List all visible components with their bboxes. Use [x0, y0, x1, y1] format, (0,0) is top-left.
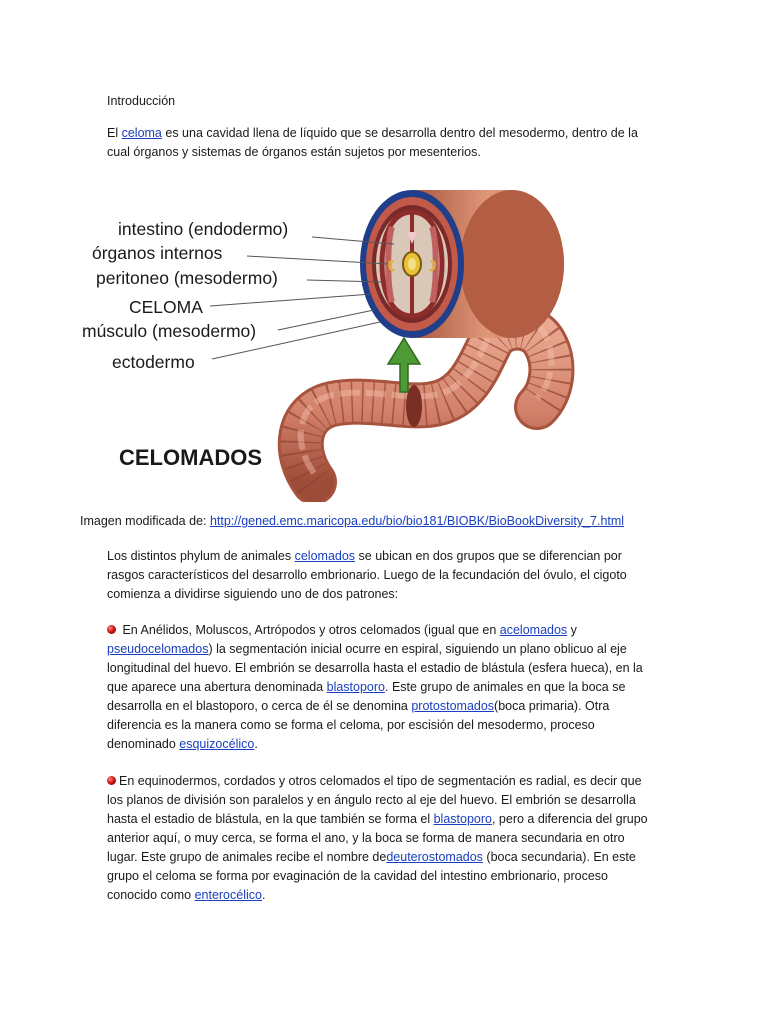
bullet1-text-6: .	[254, 737, 258, 751]
intro-text-1: El	[107, 126, 122, 140]
acelomados-link[interactable]: acelomados	[499, 623, 568, 637]
figure-title: CELOMADOS	[119, 445, 262, 470]
bullet2-text-4: .	[261, 888, 266, 902]
bullet2-text-2: , pero a diferencia del grupo anterior aquí, o muy cerca, se forma el ano, y la boca se forma de manera secundaria en otro lugar. Este grupo de animales recibe el nombre de	[107, 812, 648, 864]
para2-text-2: se ubican en dos grupos que se diferencian por rasgos característicos del desarrollo embrionario. Luego de la fecundación del óvulo, el cigoto comienza a dividirse siguiendo uno de dos patrones:	[107, 549, 627, 601]
blastoporo-link-2[interactable]: blastoporo	[433, 812, 492, 826]
cross-section-illustration	[360, 190, 564, 338]
source-label: Imagen modificada de:	[80, 514, 210, 528]
label-celoma: CELOMA	[129, 297, 203, 317]
para2-text-1: Los distintos phylum de animales	[107, 549, 295, 563]
bullet1-text-5: (boca primaria). Otra diferencia es la manera como se forma el celoma, por escisión del mesodermo, proceso denominado	[107, 699, 610, 751]
esquizocelico-link[interactable]: esquizocélico	[179, 737, 255, 751]
bullet1-text-3: ) la segmentación inicial ocurre en espiral, siguiendo un plano oblicuo al eje longitudinal del huevo. El embrión se desarrolla hasta el estadio de blástula (esfera hueca), en la que aparece una abertura denominada	[107, 642, 643, 694]
red-bullet-icon	[107, 625, 116, 634]
bullet1-text-1: En Anélidos, Moluscos, Artrópodos y otros celomados (igual que en	[119, 623, 500, 637]
pseudocelomados-link[interactable]: pseudocelomados	[107, 642, 209, 656]
blastoporo-link[interactable]: blastoporo	[326, 680, 385, 694]
intro-text-2: es una cavidad llena de líquido que se desarrolla dentro del mesodermo, dentro de la cual órganos y sistemas de órganos están sujetos por mesenterios.	[107, 126, 638, 159]
bullet1-text-4: . Este grupo de animales en que la boca se desarrolla en el blastoporo, o cerca de él se denomina	[107, 680, 626, 713]
label-musculo: músculo (mesodermo)	[82, 321, 257, 341]
deuterostomados-link[interactable]: deuterostomados	[386, 850, 483, 864]
source-link[interactable]: http://gened.emc.maricopa.edu/bio/bio181/BIOBK/BioBookDiversity_7.html	[209, 514, 625, 528]
label-organos-internos: órganos internos	[92, 243, 223, 263]
protostomados-link[interactable]: protostomados	[411, 699, 495, 713]
bullet-paragraph-protostomados	[107, 621, 652, 754]
page-heading: Introducción	[107, 94, 176, 108]
enterocelico-link[interactable]: enterocélico	[194, 888, 262, 902]
intro-paragraph	[107, 124, 657, 162]
worm-illustration	[301, 319, 552, 483]
celoma-link[interactable]: celoma	[121, 126, 162, 140]
label-peritoneo: peritoneo (mesodermo)	[96, 268, 278, 288]
red-bullet-icon	[107, 776, 116, 785]
celomados-figure	[82, 182, 592, 502]
label-ectodermo: ectodermo	[112, 352, 195, 372]
bullet-paragraph-deuterostomados	[107, 772, 652, 905]
label-intestino: intestino (endodermo)	[118, 219, 289, 239]
phylum-paragraph	[107, 547, 642, 604]
celomados-link[interactable]: celomados	[294, 549, 356, 563]
bullet2-text-1: En equinodermos, cordados y otros celomados el tipo de segmentación es radial, es decir que los planos de división son paralelos y en ángulo recto al eje del huevo. El embrión se desarrolla hasta el estadio de blástula, en la que también se forma el	[107, 774, 642, 826]
bullet1-text-2: y	[567, 623, 577, 637]
bullet2-text-3: (boca secundaria). En este grupo el celoma se forma por evaginación de la cavidad del intestino embrionario, proceso conocido como	[107, 850, 636, 902]
image-source	[80, 512, 624, 531]
